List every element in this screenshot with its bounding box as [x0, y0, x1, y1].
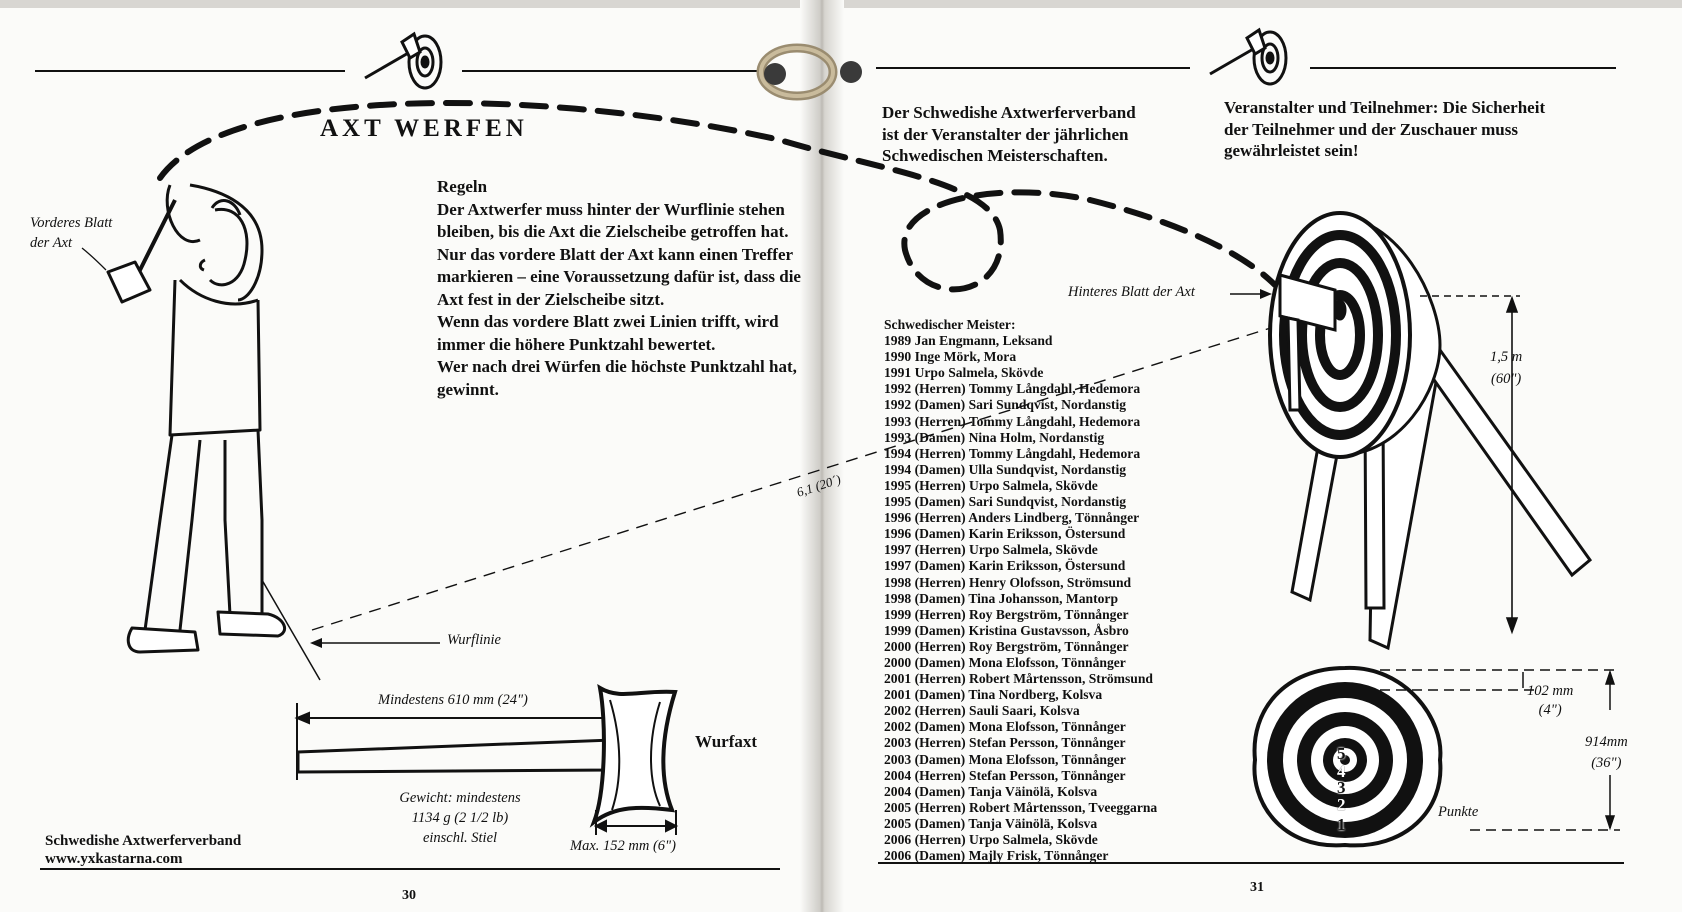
champion-row: 1999 (Herren) Roy Bergström, Tönnånger [884, 606, 1129, 622]
champion-row: 2002 (Herren) Sauli Saari, Kolsva [884, 703, 1080, 719]
rules-paragraph-1: Der Axtwerfer muss hinter der Wurflinie stehen bleiben, bis die Axt die Zielscheibe getroffen hat. Nur das vordere Blatt der Axt kann einen Treffer markieren – eine Voraussetzung dafür ist, dass die Axt fest in der Zielscheibe sitzt. [437, 199, 801, 309]
weight-line1: Gewicht: mindestens [399, 790, 521, 806]
champion-row: 1989 Jan Engmann, Leksand [884, 333, 1053, 349]
champion-row: 2005 (Herren) Robert Mårtensson, Tveeggarna [884, 799, 1158, 815]
association-website[interactable]: www.yxkastarna.com [45, 851, 183, 867]
champion-row: 2004 (Damen) Tanja Väinölä, Kolsva [884, 783, 1098, 799]
score-digit: 5 [1337, 744, 1346, 763]
champion-row: 1992 (Herren) Tommy Långdahl, Hedemora [884, 381, 1141, 397]
champion-row: 1999 (Damen) Kristina Gustavsson, Åsbro [884, 622, 1129, 638]
champion-row: 2003 (Herren) Stefan Persson, Tönnånger [884, 735, 1126, 751]
weight-line3: einschl. Stiel [422, 830, 498, 846]
rules-section [437, 176, 807, 401]
intro-paragraph: Der Schwedishe Axtwerferverband ist der Veranstalter der jährlichen Schwedischen Meisterschaften. [882, 103, 1136, 165]
champion-row: 1995 (Damen) Sari Sundqvist, Nordanstig [884, 494, 1127, 510]
champion-row: 1993 (Herren) Tommy Långdahl, Hedemora [884, 413, 1141, 429]
weight-line2: 1134 g (2 1/2 lb) [411, 810, 509, 826]
min-length-label: Mindestens 610 mm (24") [378, 692, 528, 708]
points-label: Punkte [1438, 804, 1479, 820]
diameter-label: 914mm (36") [1585, 734, 1628, 771]
champion-row: 1996 (Damen) Karin Eriksson, Östersund [884, 526, 1126, 542]
champion-row: 1991 Urpo Salmela, Skövde [884, 365, 1044, 381]
champion-row: 1997 (Herren) Urpo Salmela, Skövde [884, 542, 1098, 558]
score-digit: 4 [1337, 762, 1346, 781]
throwing-axe-label: Wurfaxt [695, 732, 758, 751]
throw-line-label: Wurflinie [447, 632, 501, 648]
champion-row: 1990 Inge Mörk, Mora [884, 349, 1017, 365]
height-label: 1,5 m (60") [1490, 349, 1523, 387]
axe-thrower-figure [108, 185, 285, 652]
association-name: Schwedishe Axtwerferverband [45, 833, 242, 849]
champion-row: 2006 (Herren) Urpo Salmela, Skövde [884, 832, 1098, 847]
back-blade-label: Hinteres Blatt der Axt [1068, 284, 1195, 300]
axe-log-icon [365, 34, 441, 88]
champion-row: 1995 (Herren) Urpo Salmela, Skövde [884, 477, 1098, 493]
champion-row: 2004 (Herren) Stefan Persson, Tönnånger [884, 767, 1126, 783]
safety-paragraph: Veranstalter und Teilnehmer: Die Sicherheit der Teilnehmer und der Zuschauer muss gewährleistet sein! [1224, 98, 1546, 160]
binding-twine [761, 48, 862, 96]
score-digit: 2 [1337, 795, 1346, 814]
arrowhead-icon [310, 638, 322, 648]
rules-heading: Regeln [437, 177, 488, 196]
champions-list [884, 317, 1158, 864]
distance-label: 6,1 (20´) [794, 471, 843, 500]
page-number-left: 30 [402, 888, 416, 903]
rules-paragraph-3: Wer nach drei Würfen die höchste Punktzahl hat, gewinnt. [437, 357, 797, 399]
champion-row: 2003 (Damen) Mona Elofsson, Tönnånger [884, 751, 1126, 767]
rules-paragraph-2: Wenn das vordere Blatt zwei Linien trifft, wird immer die höhere Punktzahl bewertet. [437, 312, 779, 354]
champion-row: 2002 (Damen) Mona Elofsson, Tönnånger [884, 719, 1126, 735]
champion-row: 2001 (Damen) Tina Nordberg, Kolsva [884, 687, 1103, 703]
champion-row: 1993 (Damen) Nina Holm, Nordanstig [884, 429, 1105, 445]
score-digit: 3 [1337, 778, 1346, 797]
champion-row: 1992 (Damen) Sari Sundqvist, Nordanstig [884, 397, 1127, 413]
score-digit: 1 [1337, 815, 1346, 834]
champions-heading: Schwedischer Meister: [884, 317, 1016, 332]
front-blade-label-line1: Vorderes Blatt [30, 215, 113, 231]
champion-row: 1994 (Herren) Tommy Långdahl, Hedemora [884, 445, 1141, 461]
ring-width-label: 102 mm (4") [1527, 683, 1574, 718]
page-title: AXT WERFEN [320, 115, 528, 142]
axe-log-icon [1210, 30, 1286, 84]
association-footer [45, 832, 241, 868]
front-blade-label [30, 213, 140, 253]
champion-row: 1998 (Herren) Henry Olofsson, Strömsund [884, 574, 1132, 590]
front-blade-label-line2: der Axt [30, 235, 73, 251]
max-width-label: Max. 152 mm (6") [570, 838, 676, 854]
champion-row: 2005 (Damen) Tanja Väinölä, Kolsva [884, 815, 1098, 831]
champion-row: 1997 (Damen) Karin Eriksson, Östersund [884, 558, 1126, 574]
weight-label [385, 788, 535, 848]
champion-row: 2000 (Damen) Mona Elofsson, Tönnånger [884, 654, 1126, 670]
champion-row: 1996 (Herren) Anders Lindberg, Tönnånger [884, 510, 1140, 526]
champion-row: 1994 (Damen) Ulla Sundqvist, Nordanstig [884, 461, 1127, 477]
champion-row: 2006 (Damen) Majly Frisk, Tönnånger [884, 848, 1109, 864]
target-face [1254, 668, 1440, 846]
champion-row: 2000 (Herren) Roy Bergström, Tönnånger [884, 638, 1129, 654]
champion-row: 1998 (Damen) Tina Johansson, Mantorp [884, 590, 1119, 606]
champions-rows [884, 333, 1158, 864]
champion-row: 2001 (Herren) Robert Mårtensson, Strömsund [884, 671, 1153, 687]
arrowhead-icon [1260, 289, 1272, 299]
page-number-right: 31 [1250, 880, 1264, 895]
